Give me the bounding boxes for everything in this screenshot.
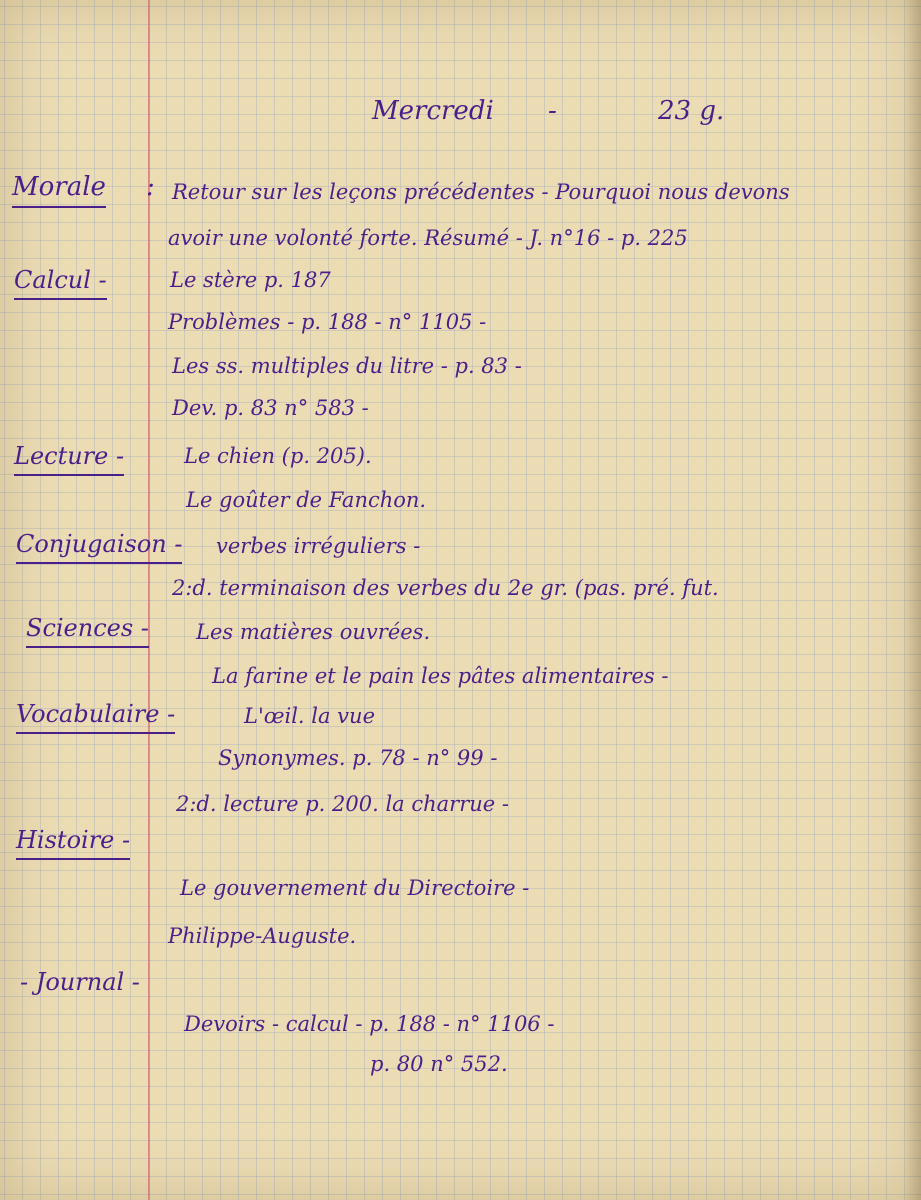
morale-colon: : <box>146 172 155 202</box>
histoire-line-1: Le gouvernement du Directoire - <box>180 876 530 900</box>
calcul-line-2: Problèmes - p. 188 - n° 1105 - <box>168 310 487 334</box>
morale-line-1: Retour sur les leçons précédentes - Pourquoi nous devons <box>172 180 790 204</box>
lecture-line-2: Le goûter de Fanchon. <box>186 488 427 512</box>
sciences-line-1: Les matières ouvrées. <box>196 620 431 644</box>
histoire-line-2: Philippe-Auguste. <box>168 924 357 948</box>
subject-sciences: Sciences - <box>26 614 149 648</box>
header-dash: - <box>548 96 557 126</box>
day-title: Mercredi <box>372 96 494 126</box>
calcul-line-1: Le stère p. 187 <box>170 268 331 292</box>
conjugaison-line-1: verbes irréguliers - <box>216 534 421 558</box>
lecture-line-1: Le chien (p. 205). <box>184 444 372 468</box>
subject-lecture: Lecture - <box>14 442 124 476</box>
subject-conjugaison: Conjugaison - <box>16 530 182 564</box>
calcul-line-3: Les ss. multiples du litre - p. 83 - <box>172 354 522 378</box>
date-label: 23 g. <box>658 96 725 126</box>
sciences-line-2: La farine et le pain les pâtes alimentaires - <box>212 664 669 688</box>
calcul-line-4: Dev. p. 83 n° 583 - <box>172 396 369 420</box>
morale-line-2: avoir une volonté forte. Résumé - J. n°16 - p. 225 <box>168 226 688 250</box>
subject-morale: Morale <box>12 172 106 208</box>
journal-line-2: p. 80 n° 552. <box>370 1052 508 1076</box>
conjugaison-line-2: 2:d. terminaison des verbes du 2e gr. (pas. pré. fut. <box>172 576 719 600</box>
subject-journal: - Journal - <box>20 968 140 996</box>
subject-histoire: Histoire - <box>16 826 130 860</box>
vocabulaire-line-2: Synonymes. p. 78 - n° 99 - <box>218 746 498 770</box>
subject-vocabulaire: Vocabulaire - <box>16 700 175 734</box>
vocabulaire-line-1: L'œil. la vue <box>244 704 375 728</box>
journal-line-1: Devoirs - calcul - p. 188 - n° 1106 - <box>184 1012 555 1036</box>
vocabulaire-line-3: 2:d. lecture p. 200. la charrue - <box>176 792 509 816</box>
subject-calcul: Calcul - <box>14 266 107 300</box>
